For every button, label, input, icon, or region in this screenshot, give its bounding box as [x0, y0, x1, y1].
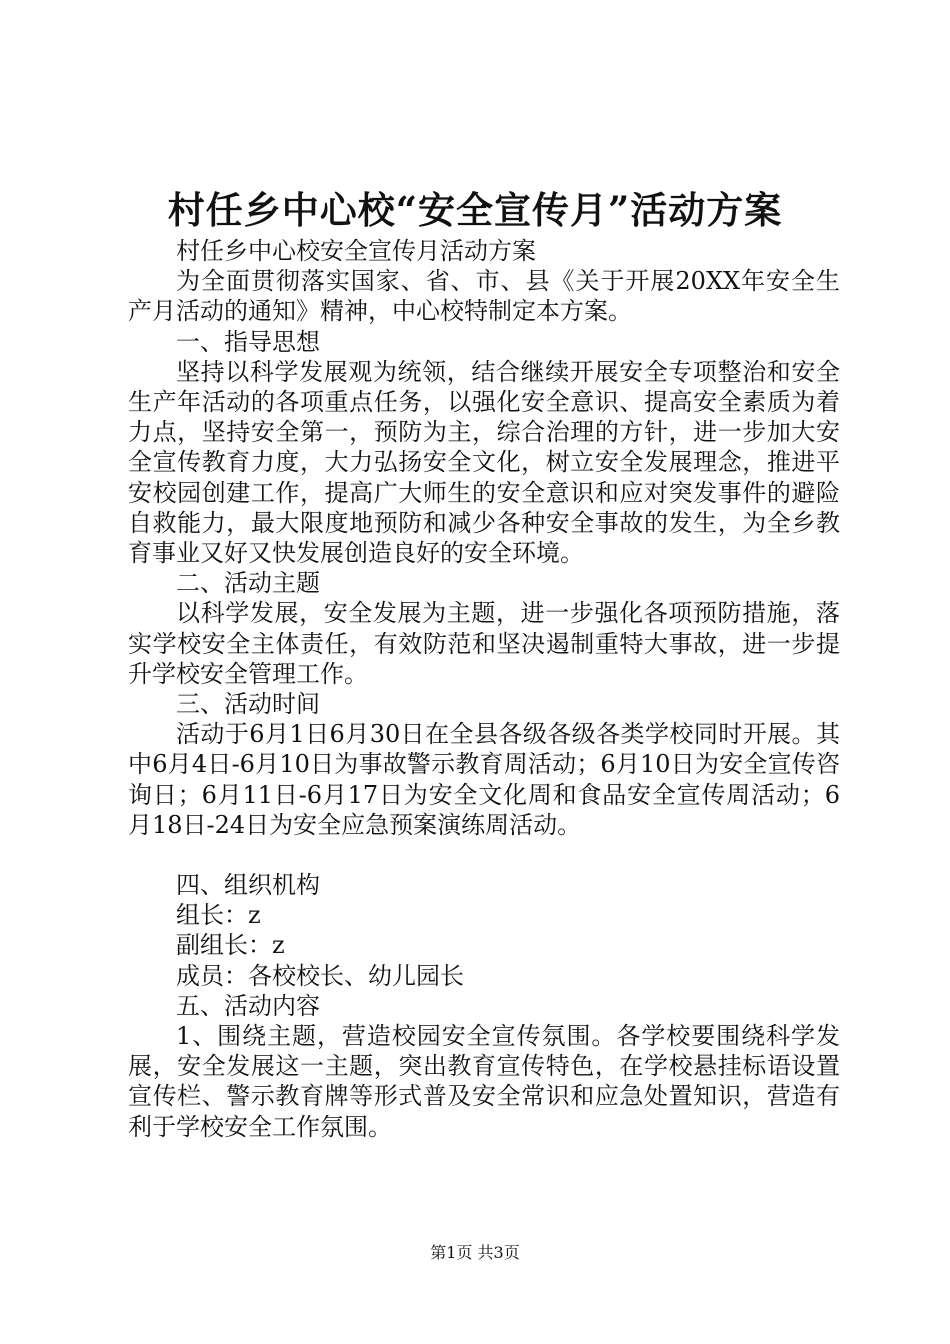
paragraph-activity-content-1: 1、围绕主题，营造校园安全宣传氛围。各学校要围绕科学发展，安全发展这一主题，突出教育宣传特色，在学校悬挂标语设置宣传栏、警示教育牌等形式普及安全常识和应急处置知识，营造有利于学校安全工作氛围。 — [128, 1022, 840, 1141]
paragraph-guiding-ideology: 坚持以科学发展观为统领，结合继续开展安全专项整治和安全生产年活动的各项重点任务，以强化安全意识、提高安全素质为着力点，坚持安全第一，预防为主，综合治理的方针，进一步加大安全宣传教育力度，大力弘扬安全文化，树立安全发展理念，推进平安校园创建工作，提高广大师生的安全意识和应对突发事件的避险自救能力，最大限度地预防和减少各种安全事故的发生，为全乡教育事业又好又快发展创造良好的安全环境。 — [128, 357, 840, 568]
paragraph-intro: 为全面贯彻落实国家、省、市、县《关于开展20XX年安全生产月活动的通知》精神，中心校特制定本方案。 — [128, 267, 840, 326]
section-heading-activity-theme: 二、活动主题 — [176, 569, 320, 598]
paragraph-activity-time: 活动于6月1日6月30日在全县各级各级各类学校同时开展。其中6月4日-6月10日为事故警示教育周活动；6月10日为安全宣传咨询日；6月11日-6月17日为安全文化周和食品安全宣传周活动；6月18日-24日为安全应急预案演练周活动。 — [128, 720, 840, 839]
document-body — [128, 236, 840, 1142]
document-title: 村任乡中心校“安全宣传月”活动方案 — [167, 188, 783, 232]
section-heading-activity-content: 五、活动内容 — [176, 991, 320, 1020]
paragraph-group-leader: 组长：z — [176, 901, 261, 930]
page-number: 第1页 共3页 — [430, 1243, 520, 1262]
paragraph-subtitle: 村任乡中心校安全宣传月活动方案 — [176, 237, 536, 265]
section-heading-guiding-ideology: 一、指导思想 — [176, 327, 320, 356]
blank-line — [128, 840, 840, 870]
section-heading-organization: 四、组织机构 — [176, 871, 320, 900]
section-heading-activity-time: 三、活动时间 — [176, 690, 320, 719]
paragraph-members: 成员：各校校长、幼儿园长 — [176, 961, 464, 990]
paragraph-activity-theme: 以科学发展，安全发展为主题，进一步强化各项预防措施，落实学校安全主体责任，有效防范和坚决遏制重特大事故，进一步提升学校安全管理工作。 — [128, 599, 840, 688]
paragraph-deputy-leader: 副组长：z — [176, 931, 285, 960]
